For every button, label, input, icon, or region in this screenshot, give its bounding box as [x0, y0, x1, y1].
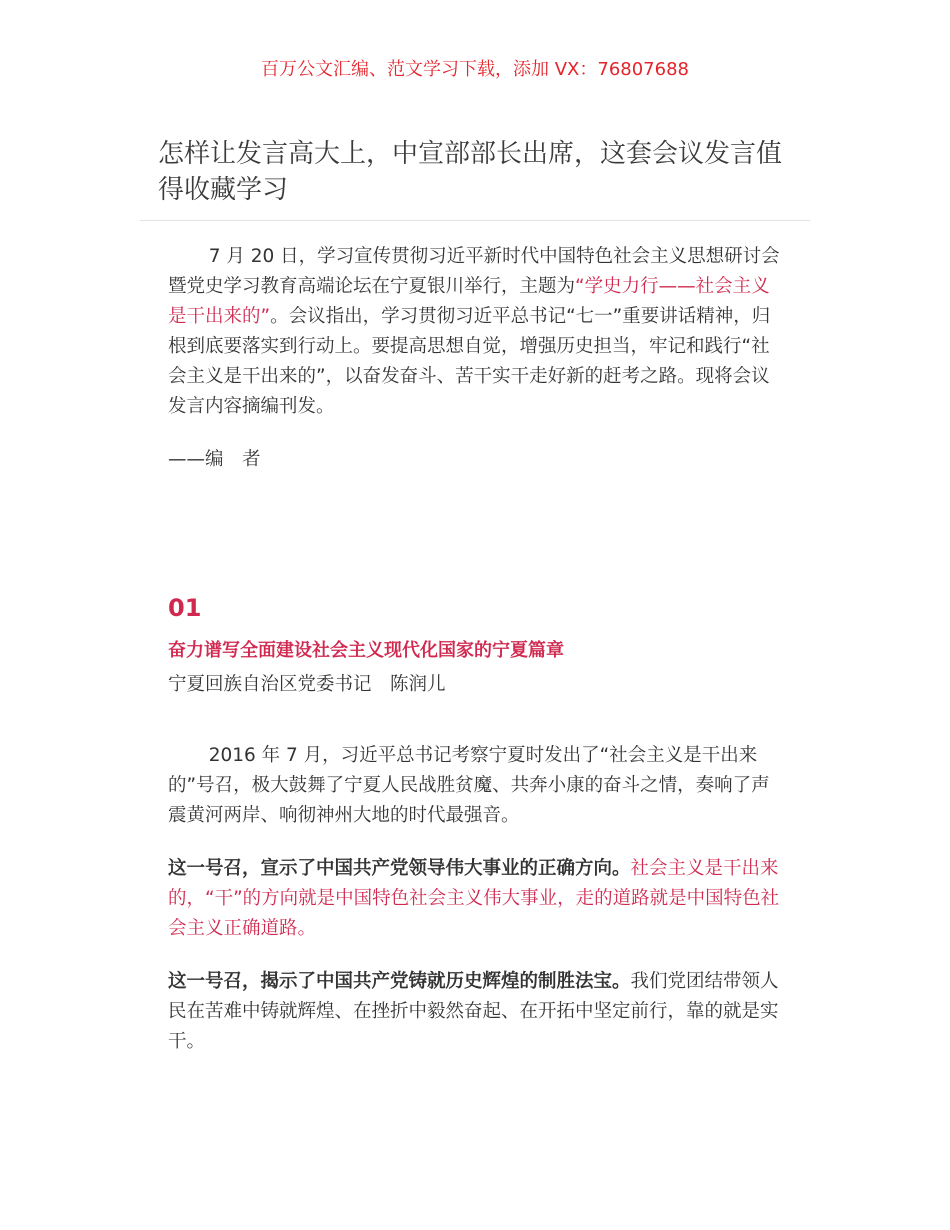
article-title: 怎样让发言高大上，中宣部部长出席，这套会议发言值得收藏学习 [158, 139, 783, 205]
p3-bold-lead: 这一号召，宣示了中国共产党领导伟大事业的正确方向。 [168, 858, 631, 879]
title-divider [140, 220, 810, 221]
section-heading: 奋力谱写全面建设社会主义现代化国家的宁夏篇章 [168, 640, 564, 661]
paragraph-4 [168, 967, 780, 1057]
intro-text-a: 7 月 20 日，学习宣传贯彻习近平新时代中国特色社会主义思想研讨会暨党史学习教育高端论坛在宁夏银川举行，主题为 [168, 246, 780, 297]
section-number: 01 [168, 594, 202, 622]
editor-note: ——编 者 [168, 449, 261, 470]
intro-text-b: 。会议指出，学习贯彻习近平总书记“七一”重要讲话精神，归根到底要落实到行动上。要提高思想自觉，增强历史担当，牢记和践行“社会主义是干出来的”，以奋发奋斗、苦干实干走好新的赶考之路。现将会议发言内容摘编刊发。 [168, 306, 771, 417]
intro-theme: “学史力行——社会主义是干出来的” [168, 276, 770, 327]
paragraph-2: 2016 年 7 月，习近平总书记考察宁夏时发出了“社会主义是干出来的”号召，极大鼓舞了宁夏人民战胜贫魔、共奔小康的奋斗之情，奏响了声震黄河两岸、响彻神州大地的时代最强音。 [168, 745, 770, 826]
p3-highlight: 社会主义是干出来的，“干”的方向就是中国特色社会主义伟大事业，走的道路就是中国特色社会主义正确道路。 [168, 858, 780, 939]
p4-bold-lead: 这一号召，揭示了中国共产党铸就历史辉煌的制胜法宝。 [168, 971, 631, 992]
p4-text: 我们党团结带领人民在苦难中铸就辉煌、在挫折中毅然奋起、在开拓中坚定前行，靠的就是实干。 [168, 971, 779, 1052]
intro-paragraph [168, 242, 780, 422]
section-author: 宁夏回族自治区党委书记 陈润儿 [168, 674, 446, 695]
download-banner: 百万公文汇编、范文学习下载，添加 VX：76807688 [261, 59, 689, 80]
paragraph-3 [168, 854, 780, 944]
